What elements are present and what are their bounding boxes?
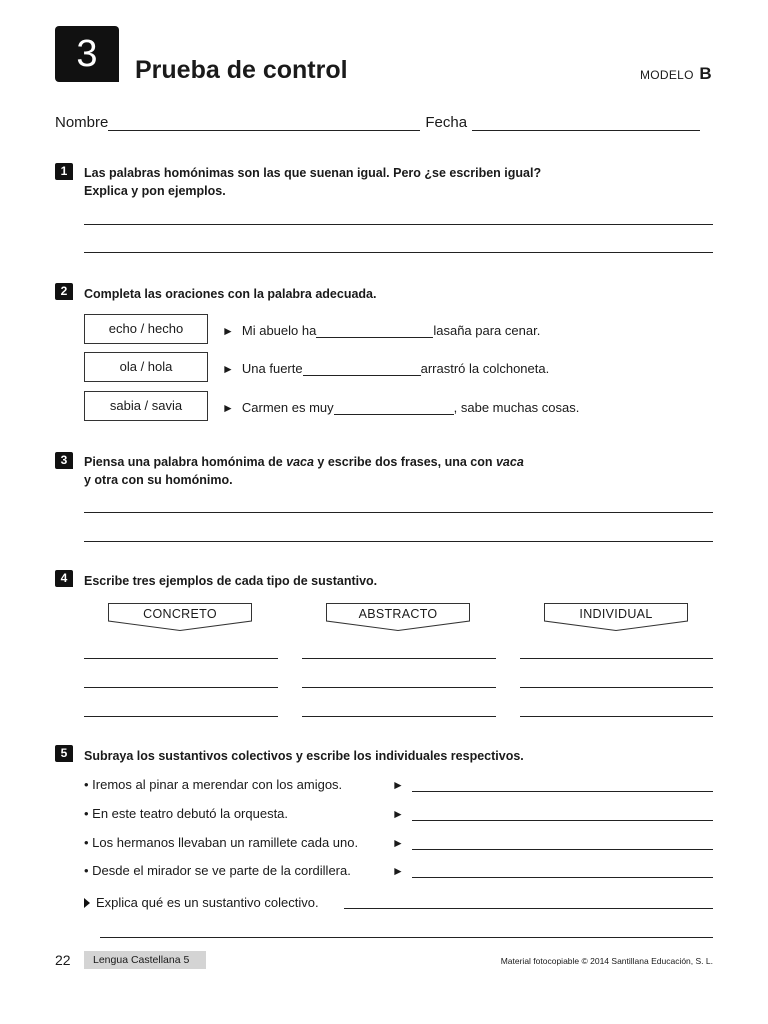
unit-number-badge: 3 — [55, 26, 119, 82]
category-label: ABSTRACTO — [358, 607, 438, 621]
exercise-3-line1 — [84, 453, 524, 471]
arrow-icon: ► — [222, 324, 234, 338]
date-label: Fecha — [425, 114, 468, 131]
explain-prompt — [84, 895, 319, 910]
category-tag-concreto — [108, 603, 252, 631]
exercise-4-instruction: Escribe tres ejemplos de cada tipo de sustantivo. — [84, 574, 378, 588]
concreto-answer-line[interactable] — [84, 716, 278, 717]
sentence-start: Carmen es muy — [241, 400, 334, 415]
exercise-1-answer-line[interactable] — [84, 252, 713, 253]
exercise-2-instruction: Completa las oraciones con la palabra adecuada. — [84, 287, 377, 301]
category-tag-abstracto — [326, 603, 470, 631]
model-letter: B — [699, 64, 712, 83]
collective-sentence: • Desde el mirador se ve parte de la cordillera. — [84, 863, 351, 878]
sentence-start: Una fuerte — [241, 361, 303, 376]
individual-answer-line[interactable] — [520, 658, 713, 659]
copyright-notice: Material fotocopiable © 2014 Santillana Educación, S. L. — [500, 956, 713, 966]
arrow-icon: ► — [392, 807, 404, 821]
collective-sentence: • Iremos al pinar a merendar con los amigos. — [84, 777, 343, 792]
arrow-icon: ► — [222, 401, 234, 415]
exercise-1-instruction — [84, 164, 541, 200]
exercise-3-word: vaca — [495, 455, 524, 469]
exercise-5-number: 5 — [55, 745, 73, 762]
name-field[interactable] — [108, 117, 420, 131]
date-field[interactable] — [472, 117, 700, 131]
model-label — [640, 64, 712, 84]
word-options-box: ola / hola — [84, 352, 208, 382]
exercise-1-line2: Explica y pon ejemplos. — [84, 184, 226, 198]
exercise-4-number: 4 — [55, 570, 73, 587]
exercise-2-number: 2 — [55, 283, 73, 300]
word-options-box: sabia / savia — [84, 391, 208, 421]
abstracto-answer-line[interactable] — [302, 716, 496, 717]
concreto-answer-line[interactable] — [84, 658, 278, 659]
name-date-row — [55, 111, 712, 131]
word-options-box: echo / hecho — [84, 314, 208, 344]
collective-sentence: • Los hermanos llevaban un ramillete cada uno. — [84, 835, 359, 850]
exercise-3-text-a: Piensa una palabra homónima de — [84, 455, 287, 469]
individual-answer-line[interactable] — [520, 687, 713, 688]
blank-field[interactable] — [316, 324, 433, 338]
individual-answer-line[interactable] — [412, 849, 713, 850]
explain-answer-line[interactable] — [100, 937, 713, 938]
explain-text: Explica qué es un sustantivo colectivo. — [96, 895, 319, 910]
name-label: Nombre — [55, 114, 109, 131]
fill-in-sentence — [222, 358, 549, 376]
arrow-icon: ► — [392, 864, 404, 878]
exercise-3-line2: y otra con su homónimo. — [84, 473, 233, 487]
exercise-3-text-c: y escribe dos frases, una con — [313, 455, 496, 469]
exercise-1-line1: Las palabras homónimas son las que suenan igual. Pero ¿se escriben igual? — [84, 166, 542, 180]
blank-field[interactable] — [303, 362, 421, 376]
arrow-icon: ► — [392, 836, 404, 850]
exercise-3-answer-line[interactable] — [84, 541, 713, 542]
exercise-3-number: 3 — [55, 452, 73, 469]
individual-answer-line[interactable] — [412, 820, 713, 821]
sentence-start: Mi abuelo ha — [241, 323, 317, 338]
concreto-answer-line[interactable] — [84, 687, 278, 688]
category-label: INDIVIDUAL — [579, 607, 653, 621]
exercise-1-number: 1 — [55, 163, 73, 180]
individual-answer-line[interactable] — [412, 877, 713, 878]
collective-sentence: • En este teatro debutó la orquesta. — [84, 806, 289, 821]
abstracto-answer-line[interactable] — [302, 658, 496, 659]
page-number: 22 — [55, 952, 71, 968]
arrow-icon: ► — [392, 778, 404, 792]
exercise-3-answer-line[interactable] — [84, 512, 713, 513]
model-label-text: MODELO — [639, 68, 694, 82]
exercise-5-instruction: Subraya los sustantivos colectivos y escribe los individuales respectivos. — [84, 749, 524, 763]
fill-in-sentence — [222, 320, 540, 338]
blank-field[interactable] — [334, 401, 454, 415]
arrow-icon: ► — [222, 362, 234, 376]
book-title-tab: Lengua Castellana 5 — [84, 951, 206, 969]
individual-answer-line[interactable] — [520, 716, 713, 717]
sentence-end: arrastró la colchoneta. — [420, 361, 550, 376]
fill-in-sentence — [222, 397, 579, 415]
sentence-end: lasaña para cenar. — [433, 323, 541, 338]
category-tag-individual — [544, 603, 688, 631]
page-title: Prueba de control — [135, 56, 348, 84]
explain-answer-line[interactable] — [344, 908, 713, 909]
exercise-1-answer-line[interactable] — [84, 224, 713, 225]
triangle-bullet-icon — [84, 898, 90, 908]
exercise-3-instruction — [84, 453, 524, 489]
category-label: CONCRETO — [143, 607, 217, 621]
sentence-end: , sabe muchas cosas. — [453, 400, 580, 415]
abstracto-answer-line[interactable] — [302, 687, 496, 688]
individual-answer-line[interactable] — [412, 791, 713, 792]
exercise-3-word: vaca — [286, 455, 314, 469]
